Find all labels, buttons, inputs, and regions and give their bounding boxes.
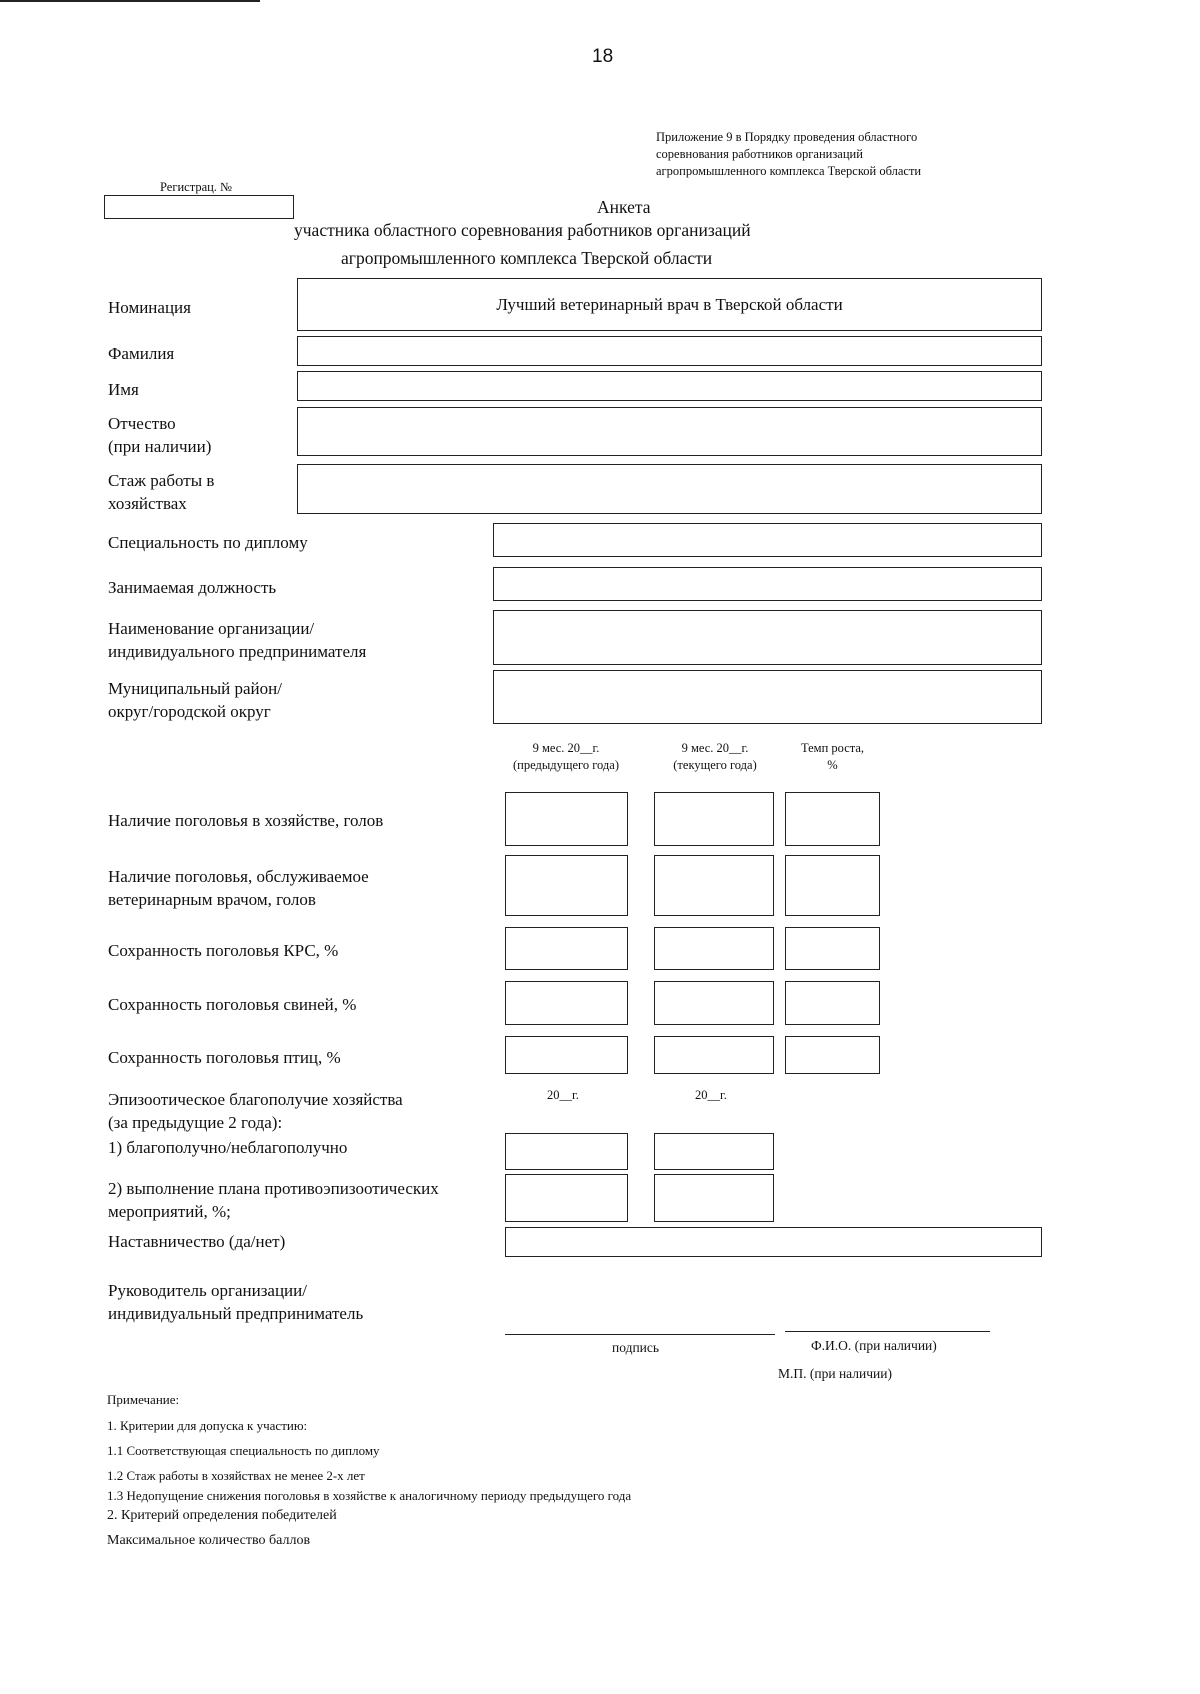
- appendix-line: Приложение 9 в Порядку проведения областного: [656, 130, 918, 144]
- surname-label: Фамилия: [108, 344, 175, 363]
- column-header-previous-year: [500, 740, 632, 774]
- surname-field[interactable]: [297, 336, 1042, 366]
- experience-field[interactable]: [297, 464, 1042, 514]
- cattle-survival-current-field[interactable]: [654, 927, 774, 970]
- epizootic-label-line2: (за предыдущие 2 года):: [108, 1113, 283, 1132]
- epizootic-plan-label: [108, 1177, 439, 1223]
- column-header-current-year: [650, 740, 780, 774]
- head-label-line1: Руководитель организации/: [108, 1281, 307, 1300]
- column-header-line: 9 мес. 20__г.: [532, 741, 600, 755]
- herd-total-current-field[interactable]: [654, 792, 774, 846]
- scan-edge-line: [0, 0, 260, 2]
- column-header-line: (текущего года): [673, 758, 757, 772]
- name-label: Имя: [108, 380, 139, 399]
- district-label-line1: Муниципальный район/: [108, 679, 282, 698]
- position-label: Занимаемая должность: [108, 578, 277, 597]
- experience-label-line1: Стаж работы в: [108, 471, 215, 490]
- herd-total-growth-field[interactable]: [785, 792, 880, 846]
- position-field[interactable]: [493, 567, 1042, 601]
- experience-label-line2: хозяйствах: [108, 494, 187, 513]
- indicator-label-pig-survival: Сохранность поголовья свиней, %: [108, 995, 357, 1014]
- appendix-note: [656, 129, 986, 180]
- organization-label: [108, 617, 366, 663]
- epizootic-label: [108, 1088, 403, 1134]
- epizootic-year-2: 20__г.: [695, 1088, 727, 1102]
- epizootic-label-line1: Эпизоотическое благополучие хозяйства: [108, 1090, 403, 1109]
- head-label-line2: индивидуальный предприниматель: [108, 1304, 364, 1323]
- patronymic-field[interactable]: [297, 407, 1042, 456]
- pig-survival-previous-field[interactable]: [505, 981, 628, 1025]
- epizootic-plan-year1-field[interactable]: [505, 1174, 628, 1222]
- head-of-organization-label: [108, 1279, 363, 1325]
- herd-served-current-field[interactable]: [654, 855, 774, 916]
- note-item: Максимальное количество баллов: [107, 1533, 311, 1548]
- experience-label: [108, 469, 214, 515]
- mentoring-field[interactable]: [505, 1227, 1042, 1257]
- note-item: 2. Критерий определения победителей: [107, 1508, 337, 1523]
- organization-label-line2: индивидуального предпринимателя: [108, 642, 367, 661]
- appendix-line: агропромышленного комплекса Тверской области: [656, 164, 922, 178]
- poultry-survival-current-field[interactable]: [654, 1036, 774, 1074]
- epizootic-status-year1-field[interactable]: [505, 1133, 628, 1170]
- stamp-caption: М.П. (при наличии): [778, 1366, 892, 1381]
- organization-label-line1: Наименование организации/: [108, 619, 315, 638]
- epizootic-year-1: 20__г.: [547, 1088, 579, 1102]
- specialty-label: Специальность по диплому: [108, 533, 308, 552]
- epizootic-status-year2-field[interactable]: [654, 1133, 774, 1170]
- registration-label: Регистрац. №: [160, 180, 232, 194]
- epizootic-plan-label-line1: 2) выполнение плана противоэпизоотических: [108, 1179, 439, 1198]
- epizootic-plan-year2-field[interactable]: [654, 1174, 774, 1222]
- signature-caption: подпись: [612, 1340, 660, 1355]
- indicator-label-herd-served: [108, 865, 369, 911]
- herd-served-growth-field[interactable]: [785, 855, 880, 916]
- full-name-line[interactable]: [785, 1331, 990, 1332]
- herd-served-previous-field[interactable]: [505, 855, 628, 916]
- cattle-survival-growth-field[interactable]: [785, 927, 880, 970]
- poultry-survival-growth-field[interactable]: [785, 1036, 880, 1074]
- organization-field[interactable]: [493, 610, 1042, 665]
- patronymic-label: [108, 412, 211, 458]
- pig-survival-current-field[interactable]: [654, 981, 774, 1025]
- column-header-line: %: [827, 758, 838, 772]
- note-item: 1. Критерии для допуска к участию:: [107, 1418, 308, 1433]
- nomination-value: Лучший ветеринарный врач в Тверской области: [496, 294, 843, 314]
- epizootic-plan-label-line2: мероприятий, %;: [108, 1202, 231, 1221]
- specialty-field[interactable]: [493, 523, 1042, 557]
- notes-heading: Примечание:: [107, 1392, 180, 1407]
- district-label: [108, 677, 282, 723]
- column-header-line: (предыдущего года): [513, 758, 619, 772]
- indicator-label-line: ветеринарным врачом, голов: [108, 890, 316, 909]
- indicator-label-poultry-survival: Сохранность поголовья птиц, %: [108, 1048, 341, 1067]
- pig-survival-growth-field[interactable]: [785, 981, 880, 1025]
- indicator-label-line: Наличие поголовья, обслуживаемое: [108, 867, 369, 886]
- page-number: 18: [592, 46, 614, 67]
- name-field[interactable]: [297, 371, 1042, 401]
- poultry-survival-previous-field[interactable]: [505, 1036, 628, 1074]
- full-name-caption: Ф.И.О. (при наличии): [811, 1338, 937, 1353]
- note-item: 1.2 Стаж работы в хозяйствах не менее 2-х лет: [107, 1468, 365, 1483]
- form-subtitle-line2: агропромышленного комплекса Тверской области: [341, 248, 713, 268]
- column-header-line: Темп роста,: [800, 741, 865, 755]
- epizootic-status-label: 1) благополучно/неблагополучно: [108, 1138, 348, 1157]
- note-item: 1.3 Недопущение снижения поголовья в хозяйстве к аналогичному периоду предыдущего года: [107, 1488, 632, 1503]
- appendix-line: соревнования работников организаций: [656, 147, 863, 161]
- form-title: Анкета: [597, 197, 651, 217]
- indicator-label-cattle-survival: Сохранность поголовья КРС, %: [108, 941, 339, 960]
- cattle-survival-previous-field[interactable]: [505, 927, 628, 970]
- district-label-line2: округ/городской округ: [108, 702, 271, 721]
- patronymic-label-line2: (при наличии): [108, 437, 212, 456]
- note-item: 1.1 Соответствующая специальность по диплому: [107, 1443, 380, 1458]
- form-subtitle-line1: участника областного соревнования работников организаций: [294, 220, 751, 240]
- nomination-field[interactable]: [297, 278, 1042, 331]
- nomination-label: Номинация: [108, 298, 191, 317]
- column-header-line: 9 мес. 20__г.: [681, 741, 749, 755]
- indicator-label-herd-total: Наличие поголовья в хозяйстве, голов: [108, 811, 384, 830]
- mentoring-label: Наставничество (да/нет): [108, 1232, 286, 1251]
- signature-line[interactable]: [505, 1334, 775, 1335]
- herd-total-previous-field[interactable]: [505, 792, 628, 846]
- column-header-growth-rate: [785, 740, 880, 774]
- patronymic-label-line1: Отчество: [108, 414, 176, 433]
- registration-number-field[interactable]: [104, 195, 294, 219]
- district-field[interactable]: [493, 670, 1042, 724]
